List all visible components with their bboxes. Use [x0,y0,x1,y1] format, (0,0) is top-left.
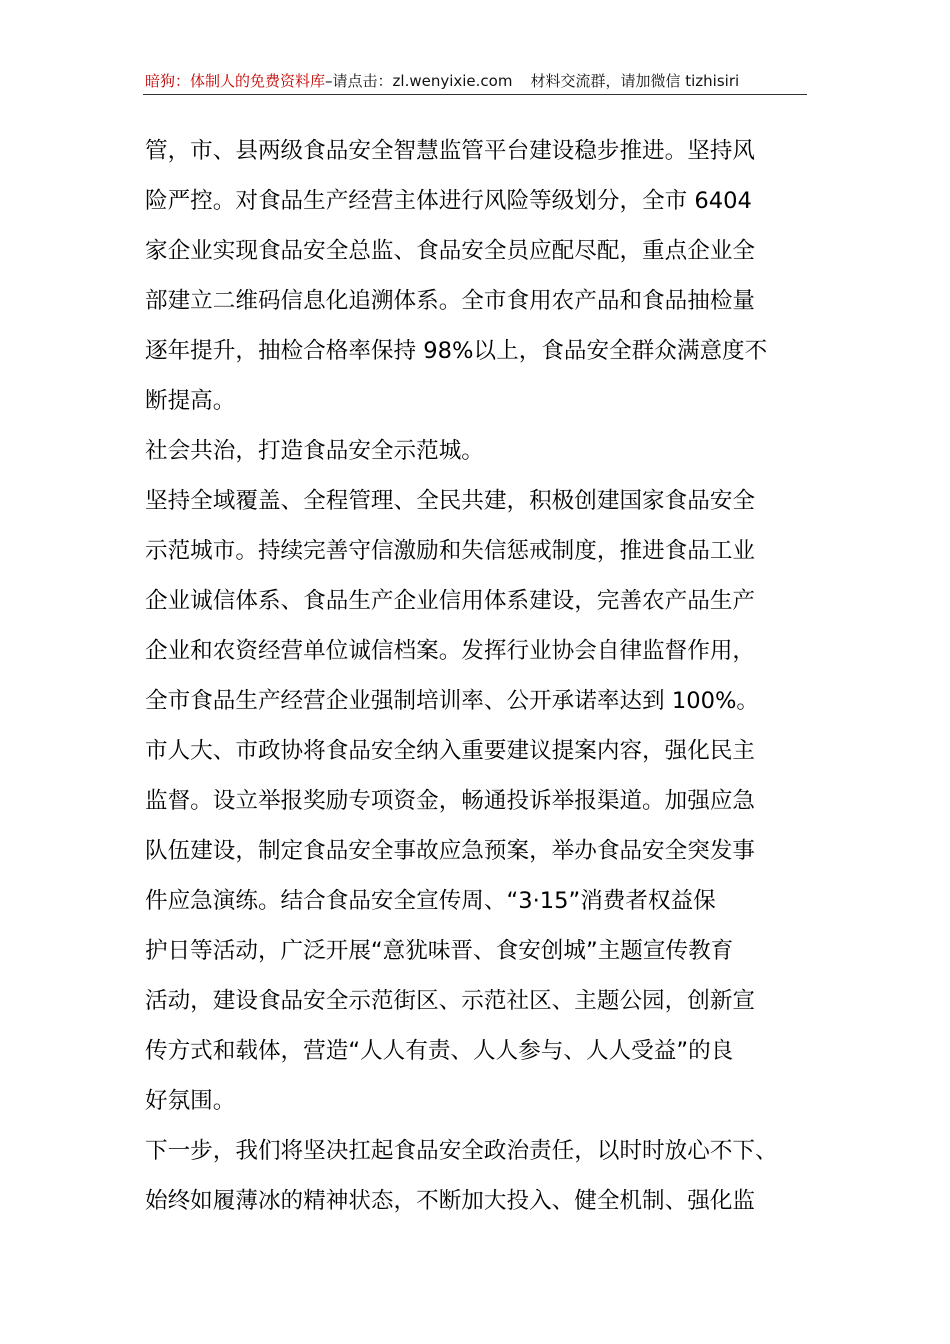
header-divider [143,94,807,95]
text-line: 监督。设立举报奖励专项资金，畅通投诉举报渠道。加强应急 [145,788,756,814]
text-line: 示范城市。持续完善守信激励和失信惩戒制度，推进食品工业 [145,538,756,564]
header-url-link[interactable]: zl.wenyixie.com [392,72,513,90]
text-line: 下一步，我们将坚决扛起食品安全政治责任，以时时放心不下、 [145,1138,778,1164]
text-line: 传方式和载体，营造“人人有责、人人参与、人人受益”的良 [145,1038,734,1064]
text-line: 坚持全域覆盖、全程管理、全民共建，积极创建国家食品安全 [145,488,756,514]
text-line: 险严控。对食品生产经营主体进行风险等级划分，全市 6404 [145,188,752,214]
text-line: 件应急演练。结合食品安全宣传周、“3·15”消费者权益保 [145,888,716,914]
header-brand: 暗狗：体制人的免费资料库 [145,72,326,90]
text-line: 企业和农资经营单位诚信档案。发挥行业协会自律监督作用， [145,638,756,664]
document-body [145,126,813,1226]
page-header [145,68,805,94]
text-line: 管，市、县两级食品安全智慧监管平台建设稳步推进。坚持风 [145,138,756,164]
section-heading: 社会共治，打造食品安全示范城。 [145,438,484,464]
text-line: 逐年提升，抽检合格率保持 98%以上，食品安全群众满意度不 [145,338,768,364]
text-line: 好氛围。 [145,1088,236,1114]
header-contact: 材料交流群，请加微信 tizhisiri [530,72,740,90]
text-line: 断提高。 [145,388,236,414]
text-line: 企业诚信体系、食品生产企业信用体系建设，完善农产品生产 [145,588,756,614]
text-line: 部建立二维码信息化追溯体系。全市食用农产品和食品抽检量 [145,288,756,314]
text-line: 市人大、市政协将食品安全纳入重要建议提案内容，强化民主 [145,738,756,764]
text-line: 家企业实现食品安全总监、食品安全员应配尽配，重点企业全 [145,238,756,264]
text-line: 队伍建设，制定食品安全事故应急预案，举办食品安全突发事 [145,838,756,864]
header-link-prefix: –请点击： [325,72,393,90]
text-line: 始终如履薄冰的精神状态，不断加大投入、健全机制、强化监 [145,1188,756,1214]
text-line: 护日等活动，广泛开展“意犹味晋、食安创城”主题宣传教育 [145,938,734,964]
text-line: 全市食品生产经营企业强制培训率、公开承诺率达到 100%。 [145,688,760,714]
text-line: 活动，建设食品安全示范街区、示范社区、主题公园，创新宣 [145,988,756,1014]
